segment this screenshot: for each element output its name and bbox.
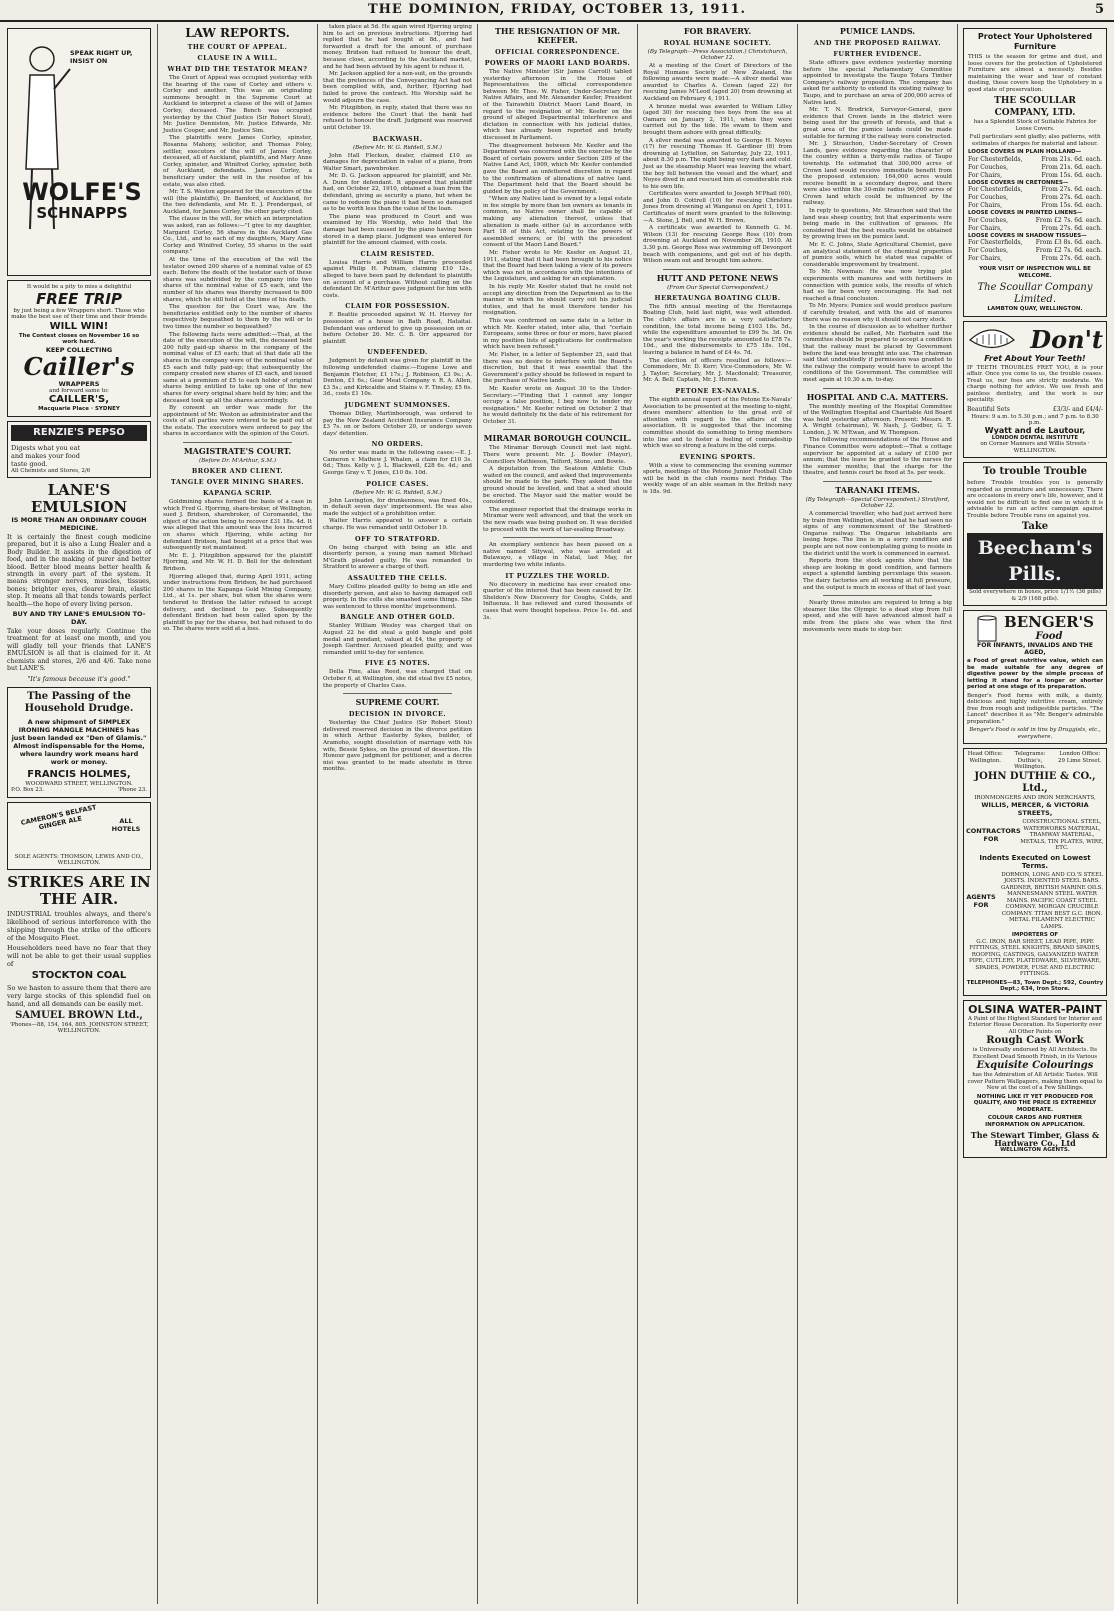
article-paragraph: The following recommendations of the House and Finance Committee were adopted:—That a cottage supervisor be appointed at a salary of £100 per annum; that the leave be granted to the nurses for the summer months; that the charge for the theatre, and tennis court be fixed at 5s. per week. [803,437,952,477]
lanes-quote: "It's famous because it's good." [27,674,131,683]
trouble-body: before Trouble troubles you is generally regarded as premature and unnecessary. There are occasions in every one's life, however, and it would not be difficult to find one in which it is advisable to run an active campaign against Trouble before Trouble runs on against you. [967,480,1103,519]
article-paragraph: The following facts were admitted:—That, at the date of the execution of the will, the deceased held 200 fully paid-up shares in the company of the nominal value of £5 each; that at that date all the shares in the company were of the nominal value of £5 each and fully paid-up; that subsequently the company created new shares of £5 each, and issued same at a premium of £5 to each holder of original shares being entitled to take up one of the new shares for every original share held by him; and the deceased took up all the shares accordingly. [163,331,312,404]
judgment-summons-heading: JUDGMENT SUMMONSES. [344,400,451,409]
drudge-body: A new shipment of SIMPLEX IRONING MANGLE MACHINES has just been landed ex "Den of Glamis." Almost indispensable for the Home, where laundry work means hard work or money. [11,717,147,766]
fret-teeth-heading: Fret About Your Teeth! [984,353,1086,363]
price-item: Beautiful Sets [967,405,1010,413]
price-value: From 27s. 6d. each. [1041,186,1102,193]
article-paragraph: Mary Collins pleaded guilty to being an idle and disorderly person, and also to having damaged cell property. In the cells she smashed some things. She was sentenced to three months' imprisonment. [323,584,472,610]
kapanga-heading: KAPANGA SCRIP. [202,489,272,498]
scoullar-signature: The Scoullar Company Limited. [977,282,1093,305]
duthie-indents: Indents Executed on Lowest Terms. [979,853,1091,870]
duthie-agents-list: DORMON, LONG AND CO.'S STEEL JOISTS. INDENTED STEEL BARS. GARDNER, BRITISH MARINE OILS. MANNESMANN STEEL WATER MAINS. PACIFIC COAST STEEL COMPANY. MORGAN CRUCIBLE COMPANY. TITAN BEST G.C. IRON. METAL FILAMENT ELECTRIC LAMPS. [1000,871,1104,930]
duthie-streets: WILLIS, MERCER, & VICTORIA STREETS, [981,801,1089,817]
magistrate-sub: (Before Dr. M'Arthur, S.M.) [198,458,277,465]
article-paragraph: Thomas Dilley, Martinborough, was ordered to pay the New Zealand Accident Insurance Company £3 7s. on or before October 20, or undergo seven days' detention. [323,410,472,437]
article-paragraph: Certificates were awarded to Joseph M'Phail (60), and John D. Cottrell (10) for rescuing Christina Jones from drowning at Wanganui on April 1, 1911. Certificates of merit were granted to the following:—A. Stone, J. Bell, and W. H. Brown. [643,191,792,224]
article-paragraph: In his reply Mr. Keefer stated that he could not accept any direction from the Department as to the manner in which he should carry out his judicial duties, and that he must therefore tender his resignation. [483,284,632,317]
pumice-heading: PUMICE LANDS. [839,26,916,36]
price-item: For Couches, [968,194,1009,201]
article-paragraph: To Mr. Myers: Pumice soil would produce pasture if carefully treated, and with the aid of manures there was no reason why it should not carry stock. [803,303,952,323]
article-paragraph: Stanley William Wesley was charged that on August 22 he did steal a gold bangle and gold medal and pendant, valued at £4, the property of Joseph Gardner. Accused pleaded guilty, and was remanded until to-day for sentence. [323,623,472,656]
column-rule [157,24,158,1604]
duthie-contractors-list: CONSTRUCTIONAL STEEL, WATERWORKS MATERIAL, TRAMWAY MATERIAL, METALS, TIN PLATES, WIRE, ETC. [1020,819,1104,851]
column-rule [957,24,958,1604]
stockton-coal: STOCKTON COAL [31,969,127,981]
caillers-intro: It would be a pity to miss a delightful [26,284,132,290]
court-of-appeal-heading: THE COURT OF APPEAL. [187,43,288,51]
will-win-heading: WILL WIN! [49,320,109,332]
broker-heading: BROKER AND CLIENT. [191,467,284,476]
trouble-heading: To trouble Trouble [983,466,1087,477]
official-correspondence-heading: OFFICIAL CORRESPONDENCE. [495,48,620,56]
scoullar-visit: YOUR VISIT OF INSPECTION WILL BE WELCOME. [979,266,1091,279]
taranaki-heading: TARANAKI ITEMS. [835,485,920,496]
bengers-body: a Food of great nutritive value, which can be made suitable for any degree of digestive power by the simple process of letting it stand for a longer or shorter period at one stage of its preparation. [967,658,1103,690]
article-paragraph: No discovery in medicine has ever created one-quarter of the interest that has been caused by Dr. Sheldon's New Discovery for Coughs, Colds, and Influenza. It has relieved and cured thousands of cases that were thought hopeless. Price 1s. 6d. and 3s. [483,581,632,621]
teeth-body: IF TEETH TROUBLES FRET YOU, it is your affair. Once you come to us, the trouble ceases. Treat us, our fees are strictly moderate. We charge nothing for advice. We use fresh and painless dentistry, and the work is our speciality. [967,364,1103,403]
article-paragraph: Louisa Harris and William Harris proceeded against Philip H. Putnam, claiming £10 12s., alleged to have been paid by defendant to plaintiffs on account of a purchase. Without calling on the defendant Dr. M'Arthur gave judgment for him with costs. [323,259,472,299]
olsina-body-4: NOTHING LIKE IT YET PRODUCED FOR QUALITY, AND THE PRICE IS EXTREMELY MODERATE. [973,1093,1097,1113]
article-paragraph: On being charged with being an idle and disorderly person, a young man named Michael M'Grath pleaded guilty. He was remanded to Stratford to answer a charge of theft. [323,544,472,571]
five-notes-heading: FIVE £5 NOTES. [364,659,431,668]
bengers-ad [963,610,1107,744]
caillers-brand: Cailler's [23,351,135,381]
assaulted-cells-heading: ASSAULTED THE CELLS. [347,574,448,582]
article-paragraph: The piano was produced in Court and was examined by His Worship, who held that the damage had been caused by the piano having been stored in a damp place. Judgment was entered for plaintiff for the amount claimed, with costs. [323,213,472,247]
divorce-heading: DECISION IN DIVORCE. [348,710,447,719]
duthie-name: JOHN DUTHIE & CO., Ltd., [974,770,1096,794]
price-item: For Chesterfields, [968,186,1023,193]
camerons-agents: SOLE AGENTS: THOMSON, LEWIS AND CO., WELLINGTON. [14,853,144,866]
duthie-ad [963,748,1107,996]
article-paragraph: In the course of discussion as to whether further evidence should be called, Mr. Fairbairn said the committee should be prepared to accept a condition that the railway must be placed by Government before the land was brought into use. The chairman said that undoubtedly if permission was granted to the railway the company would have to accept the conditions of the Government. The committee will meet again at 10.30 a.m. to-day. [803,324,952,383]
strikes-title: STRIKES ARE IN THE AIR. [7,872,151,908]
article-paragraph: A bronze medal was awarded to William Lilley (aged 30) for rescuing two boys from the sea at Oamaru on January 2, 1911, when they were carried out by the tide. He swam to them and brought them ashore with great difficulty. [643,103,792,136]
samuel-brown-address: 'Phones—88, 154, 164, 805. JOHNSTON STREET, WELLINGTON. [9,1021,149,1034]
olsina-colourings: Exquisite Colourings [976,1060,1094,1071]
humane-society-heading: ROYAL HUMANE SOCIETY. [663,39,772,47]
caillers-address: CAILLER'S, [48,394,110,405]
cretonnes-heading: LOOSE COVERS IN CRETONNES— [968,179,1069,186]
article-paragraph: The Court of Appeal was occupied yesterday with the hearing of the case of Corley and others v. Corley and another. This was an originating summons brought in the Supreme Court at Auckland to interpret a clause of the will of James Corley, deceased. The Bench was occupied yesterday by the Chief Justice (Sir Robert Stout), Mr. Justice Denniston, Mr. Justice Edwards, Mr. Justice Cooper, and Mr. Justice Sim. [163,75,312,134]
price-item: For Chairs, [968,255,1003,262]
price-value: From 15s. 6d. each. [1041,171,1102,179]
article-paragraph: The engineer reported that the drainage works in Miramar were well advanced, and that the work on the new roads was being pushed on. It was decided to proceed with the work of tar-sealing Broadway. [483,506,632,533]
backwash-sub: (Before Mr. W. G. Riddell, S.M.) [352,144,442,151]
masthead [0,0,1114,22]
article-paragraph: Mr. E. C. Johns, State Agricultural Chemist, gave an analytical statement of the chemical properties of pumice soils, which he stated was capable of considerable improvement by treatment. [803,242,952,268]
article-paragraph: A commercial traveller, who had just arrived here by train from Wellington, stated that he had seen no signs of any commencement of the Stratford-Ongarue railway. The Ongarue inhabitants are losing hope. The line is in a sorry condition and people are not now contemplating going to reside in the district until the work is commenced in earnest. [803,511,952,557]
food-tin-icon [976,615,998,643]
bengers-food: Food [1035,631,1063,642]
olsina-body: A Paint of the Highest Standard for Interior and Exterior House Decoration. Its Superiority over All Other Paints on [967,1015,1103,1035]
stockton-coal-ad [7,874,151,1035]
article-paragraph: State officers gave evidence yesterday morning before the special Parliamentary Committee appointed to investigate the Taupo Totara Timber Company's railway proposition. The company has asked for authority to extend its existing railway to Taupo, and to purchase an area of 200,000 acres of Native land. [803,60,952,106]
police-sub: (Before Mr. W. G. Riddell, S.M.) [352,489,442,496]
article-paragraph: Mr. E. J. Fitzgibbon appeared for the plaintiff Hjorring, and Mr. W. H. D. Bell for the defendant Bridson. [163,552,312,572]
price-value: From 21s. 6d. each. [1041,155,1102,163]
article-paragraph: In reply to questions, Mr. Strauchon said that the land was sheep country, but that experiments were being made in the cultivation of grasses. He considered that the best results would be obtained by growing trees on the pumice land. [803,208,952,241]
article-paragraph: A silver medal was awarded to George H. Noyes (17) for rescuing Thomas H. Gardiner (8) from drowning at Lyttelton, on Saturday, July 22, 1911, about 8.30 p.m. The night being very dark and cold. Just as the steamship Maori was leaving the wharf, the boy fell between the vessel and the wharf, and Noyes dived in and rescued him at considerable risk to his own life. [643,137,792,190]
camerons-hotels: ALL HOTELS [111,816,141,833]
price-value: From 15s. 6d. each. [1041,202,1102,209]
article-paragraph: taken place at 5d. He again wired Hjorring urging him to act on previous instructions. Hjorring had replied that he had bought at 8d., and had forwarded a draft for the amount of purchase money. Bridson had refused to honour the draft, because close, according to the Auckland market, and he had been advised by his agent to refuse it. [323,24,472,70]
article-paragraph: No order was made in the following cases:—E. J. Cameron v. Mathew J. Whalen, a claim for £10 3s. 6d.; Thos. Kelly v. J. L. Blackwell, £28 6s. 4d.; and George Gray v. T. Jones, £10 8s. 10d. [323,450,472,477]
beechams-ad [963,462,1107,606]
column-5-bravery [640,24,795,1604]
column-1-ads [4,24,154,1604]
bengers-brand: BENGER'S [1004,613,1094,631]
wyatt-address: on Corner Manners and Willis Streets · WELLINGTON. [980,441,1090,454]
holmes-address: WOODWARD STREET, WELLINGTON. [25,780,133,787]
price-item: For Chairs, [968,224,1003,232]
price-value: From £2 7s. 6d. each. [1035,216,1102,224]
keefer-heading: THE RESIGNATION OF MR. KEEFER. [494,26,621,45]
strikes-body-2: Householders need have no fear that they will not be able to get their usual supplies of [7,943,151,968]
claim-possession-heading: CLAIM FOR POSSESSION. [345,302,450,311]
article-paragraph: With a view to commencing the evening summer sports, meetings of the Petone Junior Football Club will be held in the club rooms next Friday. The weekly wage of an able seaman in the British navy is 18s. 9d. [643,462,792,496]
lanes-title: LANE'S EMULSION [30,481,128,516]
petone-ex-navals-heading: PETONE EX-NAVALS. [675,386,760,395]
column-rule [477,24,478,1604]
holmes-po-box: P.O. Box 23. [11,787,44,793]
duthie-importers-list: G.C. IRON, BAR SHEET, LEAD PIPE, PIPE FITTINGS, STEEL KNIGHTS, BRAND SPADES, ROOFING, CASTINGS, GALVANIZED WATER PIPE, CUTLERY, PLATEDWARE, SILVERWARE, SPADES, POWDER, FUSE AND ELECTRIC FITTINGS. [969,938,1101,977]
olsina-brand: OLSINA WATER-PAINT [968,1002,1102,1016]
forward-label: and forward same to: [49,387,109,394]
duthie-sub: IRONMONGERS AND IRON MERCHANTS, [974,794,1096,801]
lanes-body-2: Take your doses regularly. Continue the treatment for at least one month, and you will gladly tell your friends that LANE'S EMULSION is all that is claimed for it. At chemists and stores, 2/6 and 4/6. Take none but LANE'S. [7,628,151,673]
backwash-heading: BACKWASH. [372,134,423,143]
samuel-brown: SAMUEL BROWN Ltd., [15,1009,143,1021]
price-value: From 27s. 6d. each. [1041,224,1102,232]
holmes-mangle-ad [7,687,151,798]
supreme-court-heading: SUPREME COURT. [355,697,440,708]
column-rule [637,24,638,1604]
bangle-heading: BANGLE AND OTHER GOLD. [340,613,455,622]
hutt-petone-heading: HUTT AND PETONE NEWS [656,272,779,283]
article-paragraph: John Lavington, for drunkenness, was fined 40s., in default seven days' imprisonment. He was also made the subject of a prohibition order. [323,497,472,517]
wrappers-label: WRAPPERS [58,379,100,388]
article-paragraph: Mr. Fisher, in a letter of September 25, said that there was no desire to interfere with the Board's discretion, but that it was essential that the Government's policy should be followed in regard to the purchase of Native lands. [483,351,632,385]
duthie-telegrams: Telegrams: Duthie's, Wellington. [1014,751,1046,770]
article-paragraph: The Miramar Borough Council met last night. There were present: Mr. J. Bowler (Mayor), Councillors Mathieson, Telford, Stone, and Bowie. [483,445,632,465]
drudge-title: The Passing of the Household Drudge. [24,690,134,714]
article-paragraph: The Native Minister (Sir James Carroll) tabled yesterday afternoon in the House of Representatives the official correspondence between Mr. Thos. W. Fisher, Under-Secretary for Native Affairs, and Mr. Alexander Keefer, President of the Tairawhiti District Maori Land Board, in regard to the resignation of Mr. Keefer on the ground of alleged Departmental interference and dictation in connection with his judicial duties, which has already been reported and briefly discussed in Parliament. [483,69,632,141]
maori-land-heading: POWERS OF MAORI LAND BOARDS. [484,59,631,67]
printed-linens-heading: LOOSE COVERS IN PRINTED LINENS— [968,210,1083,216]
scoullar-name: THE SCOULLAR COMPANY, LTD. [994,96,1076,118]
article-paragraph: At the time of the execution of the will the testator owned 200 shares of a nominal value of £5 each. Before the death of the testator each of these shares was subdivided by the company into two shares of the nominal value of £5 each, and the number of his shares was thereby increased to 800 shares, which he still held at the time of his death. [163,257,312,303]
further-evidence-heading: FURTHER EVIDENCE. [833,50,922,58]
article-paragraph: Mr. D. G. Jackson appeared for plaintiff, and Mr. A. Dunn for defendant. It appeared that plaintiff had, on October 22, 1910, obtained a loan from the defendant, giving as security a piano, but when he came to redeem the piano it had been so damaged as to be worth less than the value of the loan. [323,173,472,213]
article-paragraph: The election of officers resulted as follows:—Commodore, Mr. D. Kerr; Vice-Commodore, Mr. W. J. Taylor; Secretary, Mr. J. Macdonald; Treasurer, Mr. A. Bell; Captain, Mr. J. Heron. [643,357,792,384]
dental-ad [963,321,1107,459]
olsina-rough-cast: Rough Cast Work [986,1035,1084,1046]
price-value: From £2 7s. 6d. each. [1035,247,1102,254]
article-paragraph: Mr. T. N. Brodrick, Surveyor-General, gave evidence that Crown lands in the district were being used for the growth of forests, and that a great area of the pumice lands could be made suitable for farming if the railway were constructed. [803,107,952,140]
testator-heading: WHAT DID THE TESTATOR MEAN? [167,65,308,73]
wolfes-schnapps-ad [7,28,151,276]
off-to-stratford-heading: OFF TO STRATFORD. [355,534,440,543]
bengers-body-2: Benger's Food forms with milk, a dainty, delicious and highly nutritive cream, entirely free from rough and indigestible particles. "The Lancet" describes it as "Mr. Benger's admirable preparation." [967,692,1103,725]
price-item: For Chairs, [968,202,1003,209]
column-2-law-reports [160,24,315,1604]
puzzles-heading: IT PUZZLES THE WORLD. [505,571,610,580]
scoullar-address: LAMBTON QUAY, WELLINGTON. [987,306,1083,312]
railway-heading: AND THE PROPOSED RAILWAY. [814,39,941,47]
article-paragraph: The disagreement between Mr. Keefer and the Department was concerned with the exercise by the Board of certain powers under Section 209 of the Native Land Act, 1909, which Mr. Keefer contended gave the Board an unfettered discretion in regard to the confirmation of alienations of native land. The Department held that the Board should be guided by the policy of the Government. [483,142,632,195]
article-paragraph: Mr. Fisher wrote to Mr. Keefer on August 21, 1911, stating that it had been brought to his notice that the Board had been taking a view of its powers which was not in accordance with the intentions of the Legislature, and asking for an explanation. [483,250,632,283]
no-orders-heading: NO ORDERS. [371,440,424,449]
dentures-icon [967,325,1017,355]
hospital-heading: HOSPITAL AND C.A. MATTERS. [806,391,949,402]
article-paragraph: "When any Native land is owned by a legal estate in fee simple by more than ten owners as tenants in common, no Native owner shall be capable of making any alienation thereof, unless that alienation is made either (a) in accordance with Part 18 of this Act, relating to the powers of assembled owners; or (b) with the precedent consent of the Maori Land Board." [483,196,632,249]
article-paragraph: Walter Harris appeared to answer a certain charge. He was remanded until October 19. [323,518,472,532]
article-paragraph: At a meeting of the Court of Directors of the Royal Humane Society of New Zealand, the following awards were made:—A silver medal was awarded to Charles A. Cowan (aged 22) for rescuing James M'Leod (aged 20) from drowning at Auckland on February 4, 1911. [643,63,792,102]
wolfes-product: SCHNAPPS [36,204,128,222]
beechams-brand: Beecham's Pills. [967,533,1103,589]
dental-institute: LONDON DENTAL INSTITUTE [991,434,1079,441]
scoullar-particulars: Full particulars sent gladly; also patterns, with estimates of charges for material and labour. [969,134,1101,147]
olsina-body-5: COLOUR CARDS AND FURTHER INFORMATION ON APPLICATION. [985,1115,1085,1128]
bengers-footer: Benger's Food is sold in tins by Druggists, etc., everywhere. [969,727,1101,740]
duthie-importers: IMPORTERS OF [1011,932,1059,938]
evening-sports-heading: EVENING SPORTS. [679,452,756,461]
article-paragraph: Della Fine, alias Reed, was charged that on October 6, at Wellington, she did steal five £5 notes, the property of Charles Cass. [323,669,472,689]
price-value: From 21s. 6d. each. [1041,163,1102,171]
lanes-subtitle: IS MORE THAN AN ORDINARY COUGH MEDICINE. [11,516,147,532]
article-paragraph: The monthly meeting of the Hospital Committee of the Wellington Hospital and Charitable Aid Board was held yesterday afternoon. Present: Messrs. R. A. Wright (chairman), W. Nash, J. Godber, G. T. London, J. W. M'Ewan, and W. Thompson. [803,403,952,436]
price-value: From 27s. 6d. each. [1041,255,1102,262]
article-paragraph: Hjorring alleged that, during April 1911, acting under instructions from Bridson, he had purchased 200 shares in the Kapanga Gold Mining Company, Ltd., at 1s. per share, but when the shares were tendered to Bridson the latter refused to accept delivery, and declined to pay. Subsequently defendant Bridson had been called upon by the plaintiff to pay for the shares, but had refused to do so. The shares were sold at a loss. [163,573,312,633]
contest-closes: The Contest closes on November 16 so work hard. [18,332,140,345]
wolfes-brand: WOLFE'S [22,178,142,206]
column-rule [797,24,798,1604]
article-paragraph: By consent an order was made for the appointment of Mr. Weston as administrator and the costs of all parties were ordered to be paid out of the estate. The executors were ordered to pay the shares in accordance with the opinion of the Court. [163,405,312,438]
article-paragraph: The question for the Court was, Are the beneficiaries entitled only to the number of shares respectively bequeathed to them by the will or to two times the number so bequeathed? [163,304,312,330]
holmes-phone: 'Phone 23. [117,787,147,793]
column-7-ads [960,24,1110,1604]
pepso-ad [7,421,151,479]
article-paragraph: The plaintiffs were James Corley, spinster, Rosanna Mahony, solicitor, and Thomas Foley, settler, executors of the will of James Corley, deceased, all of Auckland, plaintiffs, and Mary Anne Corley, spinster, and Winifred Corley, spinster, both of Auckland, defendants. James Corley, a beneficiary under the will in the residue of his estate, was also cited. [163,135,312,188]
duthie-agents: AGENTS FOR [966,892,996,909]
pepso-text: Digests what you eat and makes your food taste good. [11,443,81,468]
take-label: Take [1021,521,1049,532]
caillers-address-2: Macquarie Place · SYDNEY [38,406,120,412]
article-paragraph: A certificate was awarded to Kenneth G. M. Wilson (13) for rescuing George Ross (10) from drowning at Auckland on November 26, 1910. At 3.30 p.m. George Ross was swimming off Devonport beach with companions, and got out of his depth. Wilson swam out and brought him ashore. [643,225,792,265]
duthie-head-office: Head Office: Wellington. [967,751,1003,764]
holmes-name: FRANCIS HOLMES, [27,768,131,780]
price-value: £3/3/- and £4/4/- [1052,405,1103,413]
police-cases-heading: POLICE CASES. [366,479,429,488]
olsina-body-2: is Universally endorsed by All Architects. Its Excellent Dead Smooth Finish, in its Various [972,1047,1098,1060]
dental-hours: Hours: 9 a.m. to 5.30 p.m.; and 7 p.m. to 8.30 p.m. [971,413,1099,426]
column-4-keefer [480,24,635,1604]
article-paragraph: F. Beattie proceeded against W. H. Hervey for possession of a house in Bath Road, Hataitai. Defendant was ordered to give up possession on or before October 26. Mr. C. B. Orr appeared for plaintiff. [323,312,472,345]
article-paragraph: Mr. Keefer wrote on August 30 to the Under-Secretary:—"Finding that I cannot any longer occupy a false position, I beg now to tender my resignation." Mr. Keefer retired on October 2 that he would definitely fix the date of his retirement for October 31. [483,385,632,425]
caillers-ad [7,280,151,417]
magistrates-court-heading: MAGISTRATE'S COURT. [183,446,292,457]
heretaunga-heading: HERETAUNGA BOATING CLUB. [654,293,781,302]
price-item: For Couches, [968,247,1009,254]
olsina-ad [963,1000,1107,1158]
duthie-contractors: CONTRACTORS FOR [966,827,1021,844]
article-paragraph: An exemplary sentence has been passed on a native named Sitywal, who was arrested at Bulawayo, a village in Natal, last May, for murdering two white infants. [483,542,632,568]
clause-in-will-heading: CLAUSE IN A WILL. [197,54,278,62]
scoullar-heading: Protect Your Upholstered Furniture [977,32,1093,51]
article-paragraph: Mr. Fitzgibbon, in reply, stated that there was no evidence before the Court that the bank had refused to honour the draft. Judgment was reserved until October 19. [323,105,472,131]
scoullar-stock: has a Splendid Stock of Suitable Fabrics for Loose Covers. [973,119,1097,132]
newspaper-title: THE DOMINION, FRIDAY, OCTOBER 13, 1911. [367,2,747,17]
free-trip-heading: FREE TRIP [36,289,122,308]
price-value: From 27s. 6d. each. [1041,194,1102,201]
lanes-emulsion-ad [7,482,151,683]
wyatt-name: Wyatt and de Lautour, [984,425,1086,435]
duthie-telephones: TELEPHONES—83, Town Dept.; 592, Country Dept.; 634, Iron Store. [966,979,1104,992]
lanes-body: It is certainly the finest cough medicine prepared, but it is also a Lung Healer and a Body Builder. It assists in the digestion of food, and in the making of purer and better blood. Better blood means better health & strength in every part of the system. It means stronger nerves, muscles, tissues, bones; brighter eyes, clearer brain, elastic step. It means all that tends towards perfect health—the hope of every living person. [7,534,151,608]
column-3-courts [320,24,475,1604]
article-paragraph: Mr. J. Strauchon, Under-Secretary of Crown Lands, gave evidence regarding the character of the country within a thirty-mile radius of Taupo township. He estimated that 300,000 acres of Crown land would receive immediate benefit from the proposed extension; 164,000 acres would receive benefit in a secondary degree, and there were also within the 30-mile radius 90,000 acres of Crown land which could be influenced by the railway. [803,141,952,207]
plain-holland-heading: LOOSE COVERS IN PLAIN HOLLAND— [968,149,1082,155]
miramar-heading: MIRAMAR BOROUGH COUNCIL. [483,433,632,444]
article-paragraph: Mr. Jackson applied for a non-suit, on the grounds that the pretences of the Conveyancing Act had not been complied with, and, further, Hjorring had failed to prove the contract. His Worship said he would adjourn the case. [323,71,472,104]
price-value: From £3 8s. 6d. each. [1035,239,1102,246]
article-paragraph: This was confirmed on same date in a letter in which Mr. Keefer stated, inter alia, that "certain Europeans, some three or four or more, have placed in my position lists of applications for confirmation which have been refused." [483,317,632,351]
article-paragraph: Mr. T. S. Weston appeared for the executors of the will (the plaintiffs), Dr. Bamford, of Auckland, for the two defendants, and Mr. E. J. Prendergast, of Auckland, for James Corley, the other party cited. [163,189,312,215]
dont-heading: Don't [1030,324,1103,354]
pepso-brand: RENZIE'S PEPSO [11,425,147,441]
claim-resisted-heading: CLAIM RESISTED. [360,249,435,258]
taranaki-dateline: (By Telegraph—Special Correspondent.) Stratford, October 12. [805,497,950,510]
beechams-footer: Sold everywhere in boxes, price 1/1½ (36 pills) & 2/9 (168 pills). [969,589,1101,602]
bengers-heading: FOR INFANTS, INVALIDS AND THE AGED, [976,642,1094,656]
law-reports-heading: LAW REPORTS. [185,26,290,40]
bravery-dateline: (By Telegraph—Press Association.) Christchurch, October 12. [647,49,788,61]
shadow-tissues-heading: LOOSE COVERS IN SHADOW TISSUES— [968,232,1087,239]
pepso-footer: All Chemists and Stores, 2/6 [11,467,91,474]
column-6-pumice [800,24,955,1604]
price-item: For Couches, [968,163,1009,171]
article-paragraph: The fifth annual meeting of the Heretaunga Boating Club, held last night, was well attended. The club's affairs are in a very satisfactory condition, the total income being £103 18s. 5d., while the expenditure amounted to £99 5s. 3d. On the year's working the receipts amounted to £78 7s. 10d., and the disbursements to £75 18s. 10d., leaving a balance in hand of £4 4s. 7d. [643,303,792,356]
strikes-body: INDUSTRIAL troubles always, and there's likelihood of serious interference with the shipping through the strike of the officers of the Mosquito Fleet. [7,909,151,942]
wolfes-tagline: SPEAK RIGHT UP, [70,49,133,57]
tangle-heading: TANGLE OVER MINING SHARES. [171,478,304,487]
caillers-body: by just being a few Wrappers short. Those who make the best use of their time and their friends [11,307,147,320]
article-paragraph: Yesterday the Chief Justice (Sir Robert Stout) delivered reserved decision in the divorce petition in which Arthur Easterby Sykes, builder, of Aramoho, sought dissolution of marriage with his wife, Bessie Sykes, on the ground of desertion. His Honour gave judgment for petitioner, and a decree nisi was granted to be made absolute in three months. [323,720,472,773]
page-number: 5 [1094,2,1104,17]
article-paragraph: Goldmining shares formed the basis of a case in which Fred G. Hjorring, share-broker, of Wellington, sued J. Bridson, sharebroker, of Coromandel, the object of the action being to recover £31 18s. 4d. It was alleged that this amount was the loss incurred on shares which Hjorring, while acting for defendant Bridson, had bought at a price that was subsequently not maintained. [163,499,312,552]
wolfes-tagline-2: INSIST ON [70,57,108,65]
article-paragraph: The clause in the will, for which an interpretation was asked, ran as follows:—"I give to my daughter, Margaret Corley, 56 shares in the Auckland Gas Co., Ltd., and to each of my daughters, Mary Anne Corley and Winifred Corley, 55 shares in the said company." [163,216,312,256]
article-paragraph: To Mr. Newman: He was now trying plot experiments with manures and with fertilisers in connection with pumice soils, the results of which had so far been very encouraging. He had not reached a final conclusion. [803,269,952,302]
article-paragraph: Judgment by default was given for plaintiff in the following undefended claims:—Eugene Lowe and Benjamin Fletcher, £1 17s.; J. Robinson, £3 9s.; A. Denton, £1 6s.; Gear Meat Company v. R. A. Allen, £3 5s.; and Kirkcaldie and Stains v. F. Tinsley, £5 6s. 3d., costs £1 10s. [323,358,472,398]
article-paragraph: A deputation from the Seatoun Athletic Club waited on the council, and asked that improvements should be made to the park. They asked that the ground should be levelled, and that a shed should be erected. The Mayor said the matter would be considered. [483,466,632,506]
stewart-agents: WELLINGTON AGENTS. [1000,1147,1070,1153]
price-item: For Chesterfields, [968,155,1023,163]
stockton-body: So we hasten to assure them that there are very large stocks of this splendid fuel on hand, and all demands can be easily met. [7,983,151,1008]
hutt-sub: (From Our Special Correspondent.) [667,284,768,291]
article-paragraph: Reports from the stock agents show that the sheep are looking in good condition, and farmers expect a splendid lambing percentage this season. The dairy factories are all working at full pressure, and the output is much in excess of that of last year. [803,558,952,591]
article-paragraph: John Hall Fleckon, dealer, claimed £10 as damages for depreciation in value of a piano, from Walter Smart, pawnbroker. [323,152,472,172]
camerons-ginger-ale-ad [7,802,151,870]
price-item: For Chesterfields, [968,239,1023,246]
price-item: For Couches, [968,216,1009,224]
olsina-body-3: has the Admiration of All Artistic Tastes. Will cover Pattern Wallpapers, making them equal to New at the cost of a Few Shillings. [967,1072,1103,1091]
camerons-text: CAMERON'S BELFAST GINGER ALE [20,802,98,831]
article-paragraph: Nearly three minutes are required to bring a big steamer like the Olympic to a dead stop from full speed, and she will have advanced almost half a mile from the place she was when the first movements were made to stop her. [803,600,952,633]
scoullar-ad [963,28,1107,317]
stewart-name: The Stewart Timber, Glass & Hardware Co., Ltd [970,1130,1100,1148]
duthie-london: London Office: 29 Lime Street. [1058,751,1102,764]
scoullar-intro: THIS is the season for grime and dust, and loose covers for the protection of Upholstered Furniture are almost a necessity. Besides maintaining the wear and tear of constant dusting, these covers keep the Upholstery in a good state of preservation. [968,54,1102,93]
lanes-buy: BUY AND TRY LANE'S EMULSION TO-DAY. [12,610,146,627]
bravery-heading: FOR BRAVERY. [683,26,752,36]
article-paragraph: The eighth annual report of the Petone Ex-Navals' Association to be presented at the meeting to-night, draws members' attention to the great evil of attention with regard to the affairs of the association. It is suggested that the incoming committee should do something to bring members into line and to foster a feeling of comradeship which was so strong a feature in the old corps. [643,396,792,450]
undefended-heading: UNDEFENDED. [367,348,428,357]
column-rule [317,24,318,1604]
keep-collecting: KEEP COLLECTING [45,345,113,354]
price-item: For Chairs, [968,171,1003,179]
